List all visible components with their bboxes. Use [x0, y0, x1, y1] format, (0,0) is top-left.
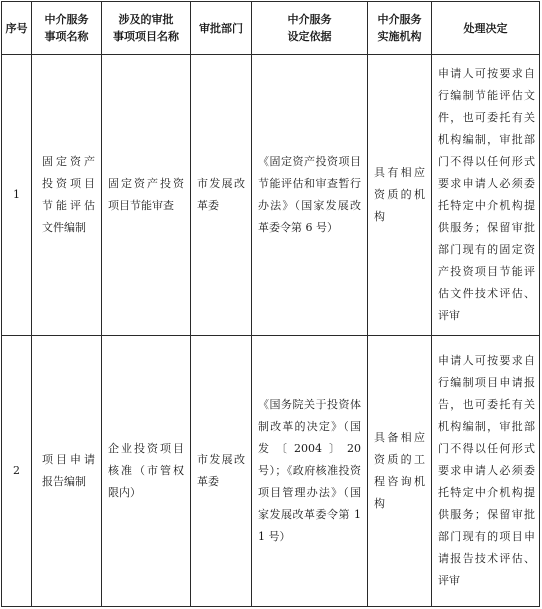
- header-decision: 处理决定: [432, 2, 540, 55]
- decision-cell: 申请人可按要求自行编制节能评估文件，也可委托有关机构编制，审批部门不得以任何形式要求申请人必须委托特定中介机构提供服务；保留审批部门现有的固定资产投资项目节能评估文件技术评估、评审: [432, 55, 540, 336]
- header-no: 序号: [2, 2, 32, 55]
- approval-item-cell: 企业投资项目核准（市管权限内）: [102, 336, 191, 607]
- header-institution: 中介服务 实施机构: [368, 2, 432, 55]
- table-row: [2, 336, 540, 607]
- row-number: 1: [2, 55, 32, 336]
- header-service-name: 中介服务 事项名称: [32, 2, 102, 55]
- basis-cell: 《国务院关于投资体制改革的决定》（国发〔2004〕20 号）；《政府核准投资项目管理办法》（国家发展改革委令第 11 号）: [252, 336, 368, 607]
- table-row: [2, 55, 540, 336]
- header-basis: 中介服务 设定依据: [252, 2, 368, 55]
- header-approval-item: 涉及的审批 事项项目名称: [102, 2, 191, 55]
- basis-cell: 《固定资产投资项目节能评估和审查暂行办法》（国家发展改革委令第 6 号）: [252, 55, 368, 336]
- institution-cell: 具备相应资质的工程咨询机构: [368, 336, 432, 607]
- approval-item-cell: 固定资产投资项目节能审查: [102, 55, 191, 336]
- service-name-cell: 固定资产投资项目节能评估文件编制: [32, 55, 102, 336]
- header-row: [2, 2, 540, 55]
- intermediary-services-table: [1, 1, 540, 607]
- institution-cell: 具有相应资质的机构: [368, 55, 432, 336]
- department-cell: 市发展改革委: [191, 336, 252, 607]
- decision-cell: 申请人可按要求自行编制项目申请报告，也可委托有关机构编制，审批部门不得以任何形式要求申请人必须委托特定中介机构提供服务；保留审批部门现有的项目申请报告技术评估、评审: [432, 336, 540, 607]
- header-department: 审批部门: [191, 2, 252, 55]
- row-number: 2: [2, 336, 32, 607]
- service-name-cell: 项目申请报告编制: [32, 336, 102, 607]
- department-cell: 市发展改革委: [191, 55, 252, 336]
